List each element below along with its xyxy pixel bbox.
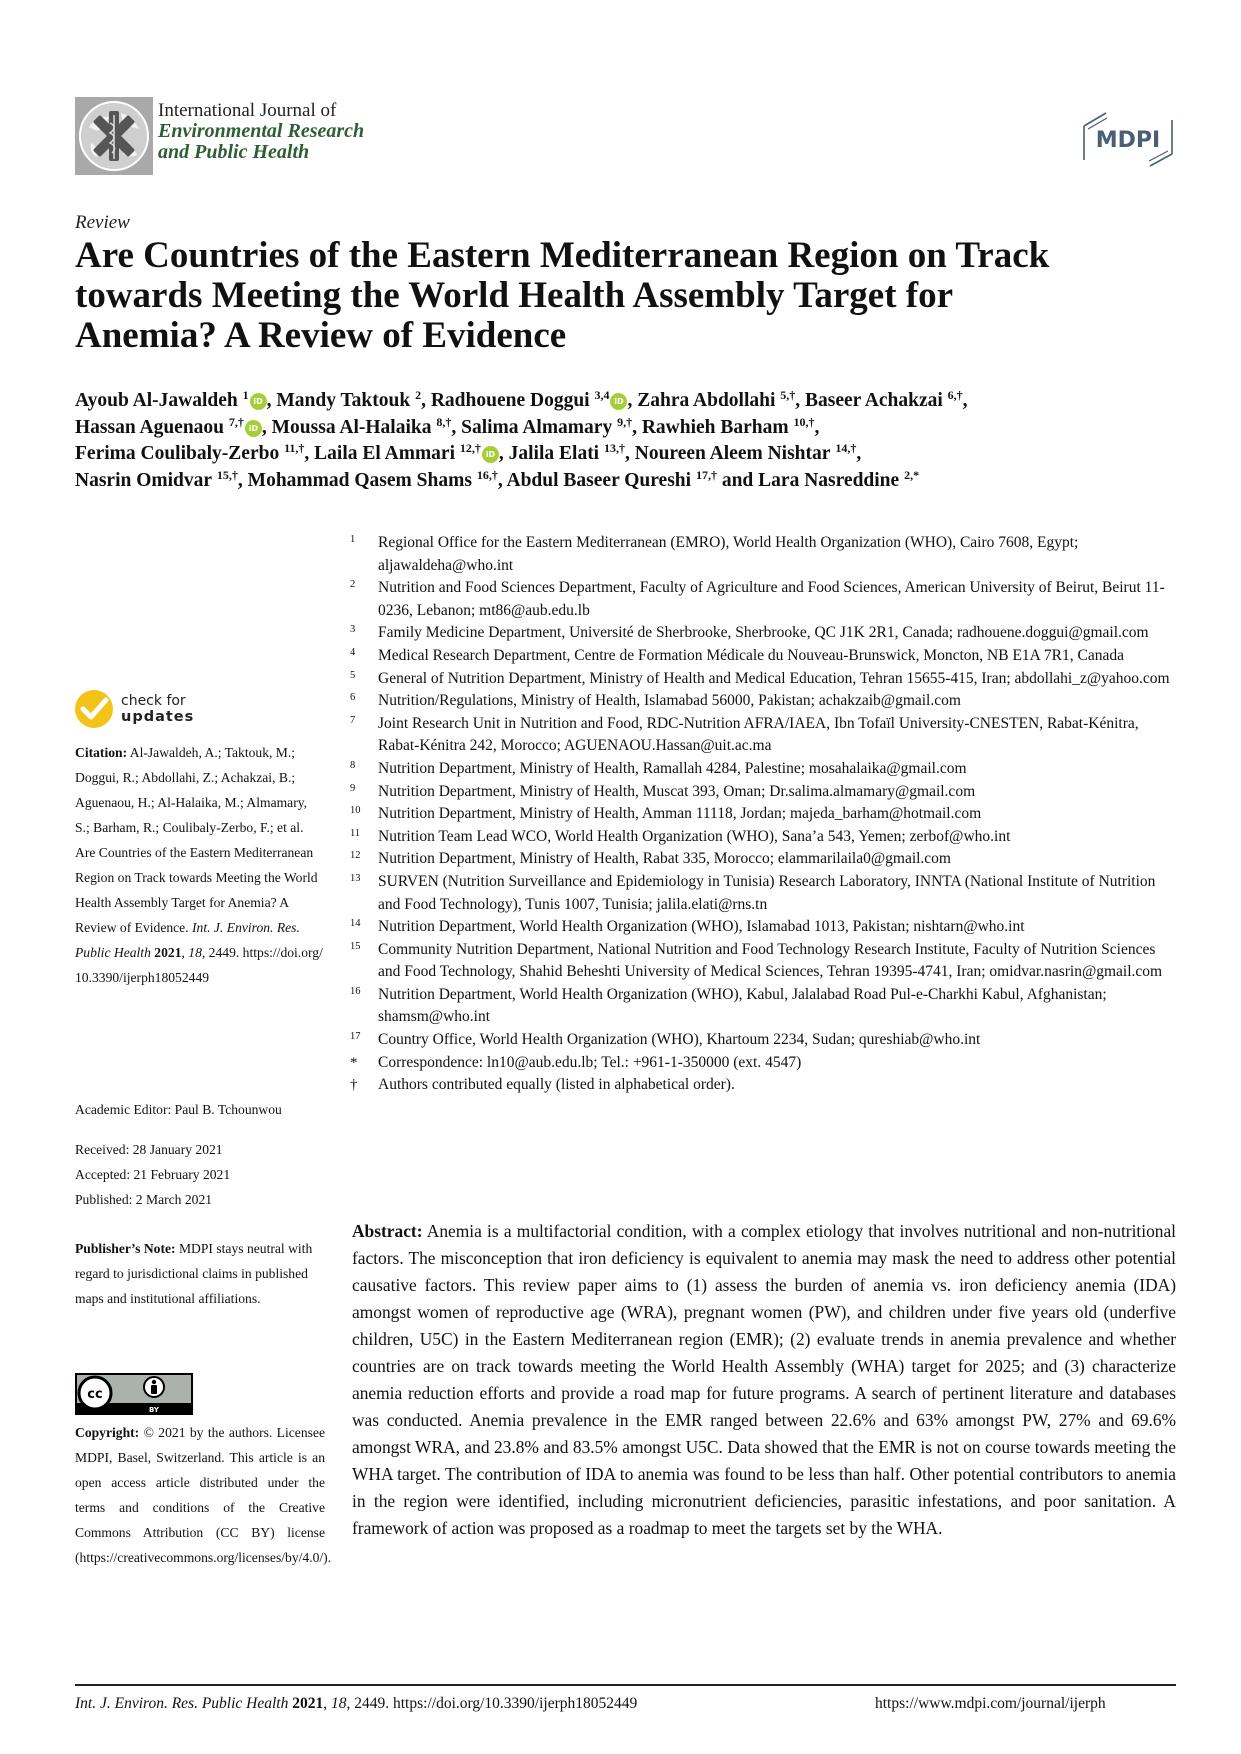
author-line: Ayoub Al-Jawaldeh $^1$ iD , Mandy Taktouk $^2$, Radhouene Doggui $^{3,4}$ iD , Zahra Abdollahi $^{5,\dagger}$, Baseer Achakzai $^{6,\dagger}$, <box>75 388 968 411</box>
journal-name-line1: International Journal of <box>158 100 337 121</box>
journal-name <box>158 100 364 163</box>
author-affil-sup: 2 <box>415 388 422 402</box>
affiliation-text: Nutrition Department, Ministry of Health, Rabat 335, Morocco; elammarilaila0@gmail.com <box>378 850 951 868</box>
footer-journal: Int. J. Environ. Res. Public Health <box>75 1695 289 1712</box>
cc-by-license-badge[interactable] <box>75 1373 193 1415</box>
affiliation-item <box>348 781 1178 804</box>
affiliation-item <box>348 713 1178 758</box>
author-affil-sup: 16,† <box>476 467 498 482</box>
affiliation-number: 11 <box>350 827 361 839</box>
affiliation-text: Community Nutrition Department, National Nutrition and Food Technology Research Institute, Faculty of Nutrition Sciences and Food Technology, Shahid Beheshti University of Medical Sciences, Tehran 19395-4741, Iran; omidvar.nasrin@gmail.com <box>378 940 1163 981</box>
affiliation-text: Medical Research Department, Centre de Formation Médicale du Nouveau-Brunswick, Moncton, NB E1A 7R1, Canada <box>378 646 1124 664</box>
svg-text:MDPI: MDPI <box>1095 128 1161 153</box>
affiliation-number: 6 <box>350 692 356 704</box>
author-name[interactable]: Zahra Abdollahi <box>637 390 776 411</box>
mdpi-logo <box>1080 110 1176 168</box>
affiliation-text: Nutrition Department, World Health Organization (WHO), Islamabad 1013, Pakistan; nishtarn@who.int <box>378 918 1025 936</box>
check-updates-line1: check for <box>121 693 186 709</box>
published-date: Published: 2 March 2021 <box>75 1192 213 1207</box>
citation-text: Al-Jawaldeh, A.; Taktouk, M.; Doggui, R.; Abdollahi, Z.; Achakzai, B.; Aguenaou, H.; Al-Halaika, M.; Almamary, S.; Barham, R.; Coulibaly-Zerbo, F.; et al. Are Countries of the Eastern Mediterranean Region on Track towards Meeting the World Health Assembly Target for Anemia? A Review of Evidence. <box>75 745 318 935</box>
affiliation-text: Nutrition Team Lead WCO, World Health Organization (WHO), Sana’a 543, Yemen; zerbof@who.int <box>378 827 1011 845</box>
author-line: Ferima Coulibaly-Zerbo $^{11,\dagger}$, Laila El Ammari $^{12,\dagger}$ iD , Jalila Elati $^{13,\dagger}$, Noureen Aleem Nishtar $^{14,\dagger}$, <box>75 441 862 464</box>
svg-text:cc: cc <box>87 1387 103 1402</box>
affiliation-item <box>348 984 1178 1029</box>
affiliation-item <box>348 622 1178 645</box>
author-affil-sup: 11,† <box>284 441 305 455</box>
affiliation-item <box>348 758 1178 781</box>
affiliation-item <box>348 848 1178 871</box>
author-affil-sup: 5,† <box>780 388 796 402</box>
footer-doi-link[interactable]: https://doi.org/10.3390/ijerph18052449 <box>393 1695 638 1712</box>
author-name[interactable]: Baseer Achakzai <box>805 390 943 411</box>
check-for-updates-button[interactable] <box>75 690 194 728</box>
author-name[interactable]: Noureen Aleem Nishtar <box>634 443 831 464</box>
affiliation-list <box>348 532 1178 1097</box>
citation-doi-link[interactable]: https://doi.org/10.3390/ijerph18052449 <box>75 945 323 985</box>
footer-year: 2021 <box>292 1695 324 1712</box>
copyright-notice <box>75 1420 332 1570</box>
affiliation-item <box>348 916 1178 939</box>
affiliation-number: 13 <box>350 872 361 884</box>
affiliation-number: 10 <box>350 805 361 817</box>
affiliation-text: Country Office, World Health Organization (WHO), Khartoum 2234, Sudan; qureshiab@who.int <box>378 1031 981 1049</box>
citation-volume: 18 <box>188 945 202 960</box>
author-affil-sup: 8,† <box>436 414 452 429</box>
citation-block: Citation: Al-Jawaldeh, A.; Taktouk, M.; Doggui, R.; Abdollahi, Z.; Achakzai, B.; Aguenaou, H.; Al-Halaika, M.; Almamary, S.; Barham, R.; Coulibaly-Zerbo, F.; et al. Are Countries of the Eastern Mediterranean Region on Track towards Meeting the World Health Assembly Target for Anemia? A Review of Evidence. Int. J. Environ. Res. Public Health 2021, 18, 2449. https://doi.org/10.3390/ijerph18052449 <box>75 745 323 985</box>
dagger-symbol: † <box>350 1077 358 1094</box>
author-affil-sup: 6,† <box>947 388 963 402</box>
title-line: Are Countries of the Eastern Mediterranean Region on Track <box>75 235 1050 276</box>
title-line: Anemia? A Review of Evidence <box>75 315 567 356</box>
journal-name-line3: and Public Health <box>158 141 310 163</box>
publishers-note <box>75 1236 325 1311</box>
affiliation-text: General of Nutrition Department, Ministry of Health and Medical Education, Tehran 15655-415, Iran; abdollahi_z@yahoo.com <box>378 669 1170 687</box>
author-name[interactable]: Mohammad Qasem Shams <box>247 469 472 491</box>
publishers-note-text: MDPI stays neutral with regard to jurisdictional claims in published maps and institutional affiliations. <box>75 1241 313 1306</box>
affiliation-item <box>348 803 1178 826</box>
abstract <box>352 1218 1176 1542</box>
equal-contribution-note <box>348 1074 1178 1097</box>
affiliation-item <box>348 871 1178 916</box>
author-name[interactable]: Lara Nasreddine <box>758 469 900 491</box>
journal-logo <box>75 97 153 175</box>
author-affil-sup: 13,† <box>603 441 625 455</box>
author-affil-sup: 1 <box>242 388 249 402</box>
author-affil-sup: 15,† <box>216 467 238 482</box>
author-affil-sup: 17,† <box>695 467 717 482</box>
article-dates <box>75 1137 325 1212</box>
author-name[interactable]: Rawhieh Barham <box>641 416 789 438</box>
author-affil-sup: 14,† <box>835 441 857 455</box>
affiliation-number: 1 <box>350 534 356 545</box>
copyright-label: Copyright: <box>75 1425 140 1440</box>
affiliation-item <box>348 939 1178 984</box>
author-affil-sup: 3,4 <box>594 388 610 402</box>
publishers-note-label: Publisher’s Note: <box>75 1241 176 1256</box>
affiliation-item <box>348 690 1178 713</box>
affiliation-number: 16 <box>350 985 361 997</box>
abstract-label: Abstract: <box>352 1221 423 1241</box>
author-name[interactable]: Laila El Ammari <box>314 443 456 464</box>
orcid-icon[interactable]: iD <box>482 446 499 463</box>
orcid-icon[interactable]: iD <box>610 393 627 410</box>
equal-contribution-text: Authors contributed equally (listed in alphabetical order). <box>378 1076 735 1094</box>
affiliation-item <box>348 668 1178 691</box>
affiliation-text: Nutrition Department, Ministry of Health, Amman 11118, Jordan; majeda_barham@hotmail.com <box>378 805 982 823</box>
affiliation-number: 5 <box>350 669 356 681</box>
affiliation-text: Regional Office for the Eastern Mediterranean (EMRO), World Health Organization (WHO), Cairo 7608, Egypt; aljawaldeha@who.int <box>378 534 1079 574</box>
affiliation-item <box>348 826 1178 849</box>
author-name[interactable]: Nasrin Omidvar <box>75 469 213 491</box>
copyright-text: © 2021 by the authors. Licensee MDPI, Basel, Switzerland. This article is an open access article distributed under the terms and conditions of the Creative Commons Attribution (CC BY) license (https://creativecommons.org/licenses/by/4.0/). <box>75 1425 332 1565</box>
accepted-date: Accepted: 21 February 2021 <box>75 1167 231 1182</box>
author-line: Nasrin Omidvar $^{15,\dagger}$, Mohammad Qasem Shams $^{16,\dagger}$, Abdul Baseer Qureshi $^{17,\dagger}$ and Lara Nasreddine $^{2,*}$ <box>75 467 920 491</box>
affiliation-number: 9 <box>350 782 356 794</box>
affiliation-number: 7 <box>350 714 356 726</box>
check-updates-line2: updates <box>121 709 195 725</box>
author-name[interactable]: Abdul Baseer Qureshi <box>506 469 692 491</box>
affiliation-number: 14 <box>350 918 361 930</box>
author-affil-sup: 7,† <box>228 414 244 429</box>
received-date: Received: 28 January 2021 <box>75 1142 223 1157</box>
title-line: towards Meeting the World Health Assembly Target for <box>75 275 954 316</box>
author-name[interactable]: Jalila Elati <box>508 443 600 464</box>
correspondence-asterisk: * <box>350 1054 358 1071</box>
author-line: Hassan Aguenaou $^{7,\dagger}$ iD , Moussa Al-Halaika $^{8,\dagger}$, Salima Almamary $^{9,\dagger}$, Rawhieh Barham $^{10,\dagger}$, <box>75 414 820 438</box>
author-name[interactable]: Ayoub Al-Jawaldeh <box>75 390 238 411</box>
affiliation-number: 8 <box>350 759 356 771</box>
affiliation-text: Nutrition Department, World Health Organization (WHO), Kabul, Jalalabad Road Pul-e-Charkhi Kabul, Afghanistan; shamsm@who.int <box>378 985 1107 1026</box>
affiliation-item <box>348 577 1178 622</box>
abstract-text: Anemia is a multifactorial condition, with a complex etiology that involves nutritional and non-nutritional factors. The misconception that iron deficiency is equivalent to anemia may mask the need to address other potential causative factors. This review paper aims to (1) assess the burden of anemia vs. iron deficiency anemia (IDA) amongst women of reproductive age (WRA), pregnant women (PW), and children under five years old (underfive children, U5C) in the Eastern Mediterranean region (EMR); (2) evaluate trends in anemia prevalence and whether countries are on track towards meeting the World Health Assembly (WHA) target for 2025; and (3) characterize anemia reduction efforts and provide a road map for future programs. A search of pertinent literature and databases was conducted. Anemia prevalence in the EMR ranged between 22.6% and 63% amongst PW, 27% and 69.6% amongst WRA, and 23.8% and 83.5% amongst U5C. Data showed that the EMR is not on course towards meeting the WHA target. The contribution of IDA to anemia was found to be less than half. Other potential contributors to anemia in the region were identified, including micronutrient deficiencies, parasitic infestations, and poor sanitation. A framework of action was proposed as a roadmap to meet the targets set by the WHA. <box>352 1221 1177 1538</box>
academic-editor: Academic Editor: Paul B. Tchounwou <box>75 1102 282 1117</box>
affiliation-item <box>348 532 1178 577</box>
affiliation-text: Nutrition/Regulations, Ministry of Health, Islamabad 56000, Pakistan; achakzaib@gmail.com <box>378 692 961 710</box>
affiliation-number: 12 <box>350 850 361 862</box>
footer-citation: Int. J. Environ. Res. Public Health 2021, 18, 2449. https://doi.org/10.3390/ijerph18052449 <box>75 1695 638 1712</box>
authors-joiner: and <box>721 469 754 491</box>
author-list <box>75 388 1175 494</box>
journal-name-line2: Environmental Research <box>158 120 365 142</box>
correspondence-item <box>348 1052 1178 1075</box>
article-title <box>75 236 1175 356</box>
affiliation-number: 15 <box>350 940 361 952</box>
correspondence-text: Correspondence: ln10@aub.edu.lb; Tel.: +961-1-350000 (ext. 4547) <box>378 1053 802 1071</box>
citation-year: 2021 <box>154 945 182 960</box>
author-affil-sup: 9,† <box>617 414 633 429</box>
author-name[interactable]: Moussa Al-Halaika <box>271 416 432 438</box>
author-name[interactable]: Radhouene Doggui <box>430 390 590 411</box>
affiliation-text: Joint Research Unit in Nutrition and Food, RDC-Nutrition AFRA/IAEA, Ibn Tofaïl University-CNESTEN, Rabat-Kénitra, Rabat-Kénitra 242, Morocco; AGUENAOU.Hassan@uit.ac.ma <box>378 714 1139 755</box>
author-name[interactable]: Ferima Coulibaly-Zerbo <box>75 443 280 464</box>
affiliation-text: Nutrition and Food Sciences Department, Faculty of Agriculture and Food Sciences, American University of Beirut, Beirut 11-0236, Lebanon; mt86@aub.edu.lb <box>378 579 1165 619</box>
affiliation-number: 3 <box>350 624 356 636</box>
affiliation-text: Nutrition Department, Ministry of Health, Ramallah 4284, Palestine; mosahalaika@gmail.com <box>378 759 967 777</box>
orcid-icon[interactable]: iD <box>250 393 267 410</box>
author-affil-sup: 10,† <box>793 414 815 429</box>
author-affil-sup: 12,† <box>459 441 481 455</box>
author-affil-sup: 2,* <box>904 467 920 482</box>
affiliation-number: 17 <box>350 1031 361 1043</box>
citation-article-number: 2449. <box>208 945 240 960</box>
globe-caduceus-icon <box>75 97 153 175</box>
affiliation-item <box>348 1029 1178 1052</box>
author-name[interactable]: Mandy Taktouk <box>276 390 411 411</box>
article-type: Review <box>75 212 130 233</box>
footer-divider <box>75 1684 1176 1686</box>
affiliation-text: Family Medicine Department, Université de Sherbrooke, Sherbrooke, QC J1K 2R1, Canada; radhouene.doggui@gmail.com <box>378 624 1149 642</box>
affiliation-text: SURVEN (Nutrition Surveillance and Epidemiology in Tunisia) Research Laboratory, INNTA (National Institute of Nutrition and Food Technology), Tunis 1007, Tunisia; jalila.elati@rns.tn <box>378 872 1156 913</box>
citation-journal: Int. J. Environ. Res. Public Health <box>75 920 300 960</box>
affiliation-number: 2 <box>350 579 356 591</box>
footer-journal-url[interactable]: https://www.mdpi.com/journal/ijerph <box>875 1695 1106 1712</box>
footer-volume: 18 <box>331 1695 347 1712</box>
affiliation-number: 4 <box>350 646 356 658</box>
citation-label: Citation: <box>75 745 128 760</box>
mdpi-hexagon-icon <box>1080 110 1176 168</box>
svg-text:BY: BY <box>148 1406 160 1414</box>
footer-article-number: 2449. <box>354 1695 390 1712</box>
author-name[interactable]: Salima Almamary <box>461 416 613 438</box>
orcid-icon[interactable]: iD <box>245 420 262 437</box>
author-name[interactable]: Hassan Aguenaou <box>75 416 225 438</box>
check-updates-icon <box>75 690 113 728</box>
affiliation-item <box>348 645 1178 668</box>
affiliation-text: Nutrition Department, Ministry of Health, Muscat 393, Oman; Dr.salima.almamary@gmail.com <box>378 782 976 800</box>
